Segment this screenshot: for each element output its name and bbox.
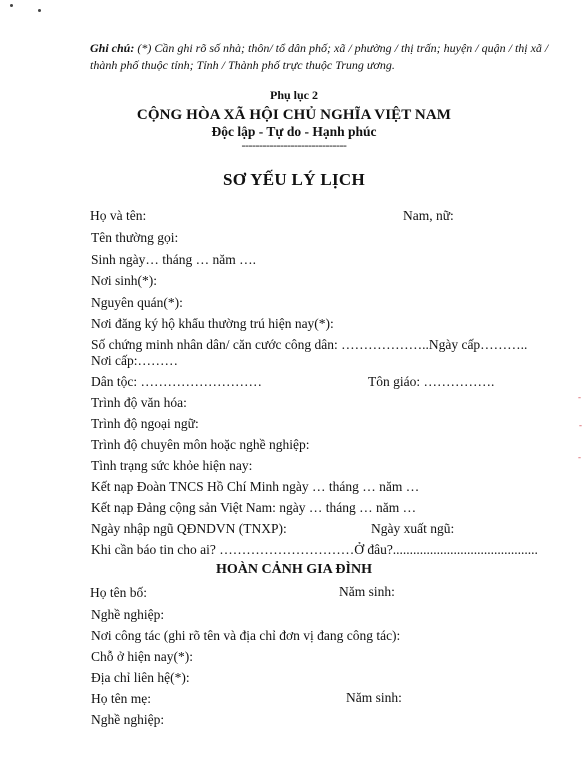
margin-mark: -: [579, 420, 582, 430]
field-birthplace: Nơi sinh(*):: [91, 273, 158, 288]
field-ethnicity: Dân tộc: ………………………: [91, 374, 262, 389]
field-party: Kết nạp Đảng cộng sản Việt Nam: ngày … tháng … năm …: [91, 500, 417, 515]
field-full-name: Họ và tên:: [90, 208, 147, 223]
margin-mark: -: [578, 452, 581, 462]
field-health: Tình trạng sức khỏe hiện nay:: [91, 458, 253, 473]
field-mother-birth-year: Năm sinh:: [346, 690, 402, 705]
footnote-text: (*) Cần ghi rõ số nhà; thôn/ tổ dân phố; xã / phường / thị trấn; huyện / quận / thị xã / thành phố thuộc tỉnh; Tỉnh / Thành phố trực thuộc Trung ương.: [90, 41, 549, 72]
footnote: [90, 40, 560, 74]
field-youth-union: Kết nạp Đoàn TNCS Hồ Chí Minh ngày … tháng … năm …: [91, 479, 420, 494]
field-hometown: Nguyên quán(*):: [91, 295, 183, 310]
field-emergency-contact: Khi cần báo tin cho ai? …………………………Ở đâu?...........................................: [91, 542, 538, 557]
national-motto: Độc lập - Tự do - Hạnh phúc: [211, 124, 377, 139]
field-residence: Nơi đăng ký hộ khẩu thường trú hiện nay(*):: [91, 316, 334, 331]
field-gender: Nam, nữ:: [403, 208, 454, 223]
scan-speck: [10, 4, 13, 7]
family-section-title: HOÀN CẢNH GIA ĐÌNH: [216, 562, 372, 577]
field-father-name: Họ tên bố:: [90, 585, 147, 600]
field-father-workplace: Nơi công tác (ghi rõ tên và địa chỉ đơn vị đang công tác):: [91, 628, 401, 643]
field-enlist-date: Ngày nhập ngũ QĐNDVN (TNXP):: [91, 521, 287, 536]
field-common-name: Tên thường gọi:: [91, 230, 179, 245]
field-issue-place: Nơi cấp:………: [91, 353, 178, 368]
appendix-label: Phụ lục 2: [269, 88, 318, 102]
margin-mark: -: [578, 392, 581, 402]
footnote-label: Ghi chú:: [90, 41, 135, 55]
field-profession: Trình độ chuyên môn hoặc nghề nghiệp:: [91, 437, 310, 452]
field-father-contact-address: Địa chỉ liên hệ(*):: [91, 670, 190, 685]
field-date-of-birth: Sinh ngày… tháng … năm ….: [91, 252, 256, 267]
header-divider: ------------------------------: [241, 138, 347, 152]
field-mother-name: Họ tên mẹ:: [91, 691, 151, 706]
national-title: CỘNG HÒA XÃ HỘI CHỦ NGHĨA VIỆT NAM: [136, 107, 452, 123]
field-mother-job: Nghề nghiệp:: [91, 712, 165, 727]
field-religion: Tôn giáo: …………….: [368, 374, 495, 389]
field-id-number: Số chứng minh nhân dân/ căn cước công dân: ………………..Ngày cấp………..: [91, 337, 528, 352]
field-language: Trình độ ngoại ngữ:: [91, 416, 199, 431]
field-father-birth-year: Năm sinh:: [339, 584, 395, 599]
field-father-current-residence: Chỗ ở hiện nay(*):: [91, 649, 193, 664]
field-discharge-date: Ngày xuất ngũ:: [371, 521, 455, 536]
field-father-job: Nghề nghiệp:: [91, 607, 165, 622]
document-title: SƠ YẾU LÝ LỊCH: [223, 170, 365, 189]
scan-speck: [38, 9, 41, 12]
field-education: Trình độ văn hóa:: [91, 395, 187, 410]
